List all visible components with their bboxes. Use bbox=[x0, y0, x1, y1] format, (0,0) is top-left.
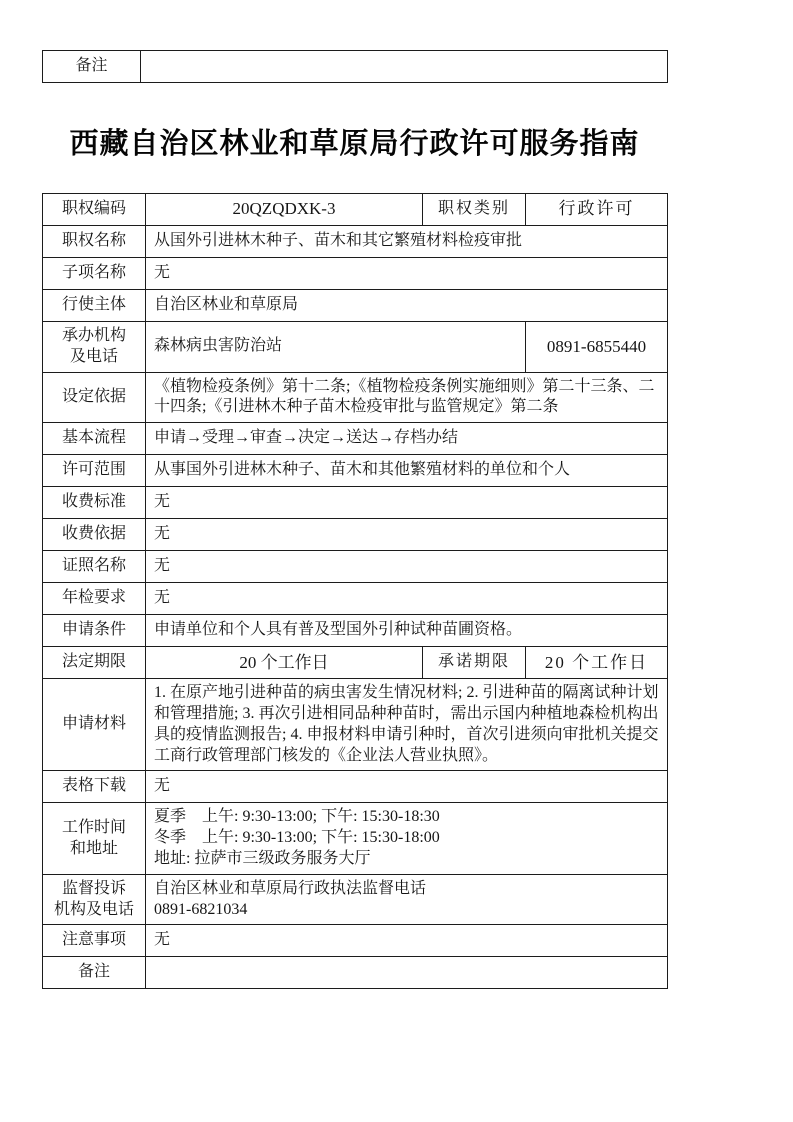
row-value-cell bbox=[146, 957, 668, 989]
row-label-cell: 许可范围 bbox=[43, 455, 146, 487]
row-phone-cell: 0891-6855440 bbox=[526, 322, 668, 373]
table-row bbox=[43, 583, 668, 615]
row-value-cell: 从国外引进林木种子、苗木和其它繁殖材料检疫审批 bbox=[146, 226, 668, 258]
row-subvalue-cell: 20 个工作日 bbox=[526, 647, 668, 679]
table-row bbox=[43, 647, 668, 679]
table-row bbox=[43, 322, 668, 373]
row-label-cell bbox=[43, 874, 146, 925]
top-remark-table bbox=[42, 50, 668, 83]
row-value-cell: 无 bbox=[146, 925, 668, 957]
row-label-cell: 设定依据 bbox=[43, 372, 146, 423]
row-label-line: 机构及电话 bbox=[53, 900, 134, 918]
table-row bbox=[43, 258, 668, 290]
row-value-cell: 无 bbox=[146, 487, 668, 519]
row-label-cell: 申请材料 bbox=[43, 679, 146, 771]
row-value-cell bbox=[146, 874, 668, 925]
row-value-cell bbox=[146, 803, 668, 874]
row-label-line: 承办机构 bbox=[61, 327, 126, 344]
row-label-cell: 注意事项 bbox=[43, 925, 146, 957]
row-label-cell: 收费标准 bbox=[43, 487, 146, 519]
row-label-cell: 基本流程 bbox=[43, 423, 146, 455]
table-row bbox=[43, 957, 668, 989]
table-row bbox=[43, 551, 668, 583]
row-label-cell bbox=[43, 803, 146, 874]
row-label-cell: 表格下载 bbox=[43, 771, 146, 803]
document-content bbox=[42, 0, 667, 989]
row-label-cell: 子项名称 bbox=[43, 258, 146, 290]
table-row bbox=[43, 771, 668, 803]
row-label-cell bbox=[43, 322, 146, 373]
table-row bbox=[43, 519, 668, 551]
row-label-cell: 申请条件 bbox=[43, 615, 146, 647]
table-row bbox=[43, 423, 668, 455]
row-value-cell: 自治区林业和草原局 bbox=[146, 290, 668, 322]
row-value-cell bbox=[141, 51, 668, 83]
row-label-cell: 证照名称 bbox=[43, 551, 146, 583]
row-label-cell: 职权名称 bbox=[43, 226, 146, 258]
row-label-line: 工作时间 bbox=[61, 818, 126, 836]
row-value-line: 冬季 上午: 9:30-13:00; 下午: 15:30-18:00 bbox=[154, 829, 440, 847]
row-label-line: 及电话 bbox=[69, 347, 118, 365]
service-guide-table-body bbox=[43, 194, 668, 989]
row-label-cell: 备注 bbox=[43, 51, 141, 83]
table-row bbox=[43, 874, 668, 925]
row-value-cell: 20 个工作日 bbox=[146, 647, 423, 679]
row-value-cell: 无 bbox=[146, 258, 668, 290]
row-subvalue-cell: 行政许可 bbox=[526, 194, 668, 226]
row-label-cell: 法定期限 bbox=[43, 647, 146, 679]
table-row bbox=[43, 615, 668, 647]
row-label-cell: 备注 bbox=[43, 957, 146, 989]
table-row bbox=[43, 679, 668, 771]
row-value-line: 地址: 拉萨市三级政务服务大厅 bbox=[154, 849, 371, 867]
row-value-cell: 无 bbox=[146, 583, 668, 615]
page-title: 西藏自治区林业和草原局行政许可服务指南 bbox=[69, 128, 640, 160]
row-label-line: 监督投诉 bbox=[61, 879, 126, 897]
table-row bbox=[43, 372, 668, 423]
row-value-cell: 申请→受理→审查→决定→送达→存档办结 bbox=[146, 423, 668, 455]
table-row bbox=[43, 226, 668, 258]
row-value-line: 0891-6821034 bbox=[154, 900, 248, 918]
table-row bbox=[43, 487, 668, 519]
row-value-cell: 无 bbox=[146, 771, 668, 803]
table-row bbox=[43, 194, 668, 226]
row-value-cell: 20QZQDXK-3 bbox=[146, 194, 423, 226]
row-value-cell: 申请单位和个人具有普及型国外引种试种苗圃资格。 bbox=[146, 615, 668, 647]
row-value-line: 自治区林业和草原局行政执法监督电话 bbox=[154, 879, 427, 897]
row-label-cell: 年检要求 bbox=[43, 583, 146, 615]
row-value-cell: 无 bbox=[146, 551, 668, 583]
row-label-line: 和地址 bbox=[69, 839, 118, 857]
table-row bbox=[43, 290, 668, 322]
table-row bbox=[43, 455, 668, 487]
row-label-cell: 行使主体 bbox=[43, 290, 146, 322]
table-row bbox=[43, 803, 668, 874]
table-row bbox=[43, 51, 668, 83]
row-label-cell: 职权编码 bbox=[43, 194, 146, 226]
table-row bbox=[43, 925, 668, 957]
row-value-line: 夏季 上午: 9:30-13:00; 下午: 15:30-18:30 bbox=[154, 808, 440, 826]
row-sublabel-cell: 职权类别 bbox=[423, 194, 526, 226]
service-guide-table bbox=[42, 193, 668, 989]
row-value-cell: 1. 在原产地引进种苗的病虫害发生情况材料; 2. 引进种苗的隔离试种计划和管理措施; 3. 再次引进相同品种种苗时，需出示国内种植地森检机构出具的疫情监测报告; 4. 申报材料申请引种时，首次引进须向审批机关提交工商行政管理部门核发的《企业法人营业执照》。 bbox=[146, 679, 668, 771]
row-value-cell: 从事国外引进林木种子、苗木和其他繁殖材料的单位和个人 bbox=[146, 455, 668, 487]
row-value-cell: 森林病虫害防治站 bbox=[146, 322, 526, 373]
row-label-cell: 收费依据 bbox=[43, 519, 146, 551]
row-value-cell: 《植物检疫条例》第十二条;《植物检疫条例实施细则》第二十三条、二十四条;《引进林木种子苗木检疫审批与监管规定》第二条 bbox=[146, 372, 668, 423]
row-value-cell: 无 bbox=[146, 519, 668, 551]
row-sublabel-cell: 承诺期限 bbox=[423, 647, 526, 679]
